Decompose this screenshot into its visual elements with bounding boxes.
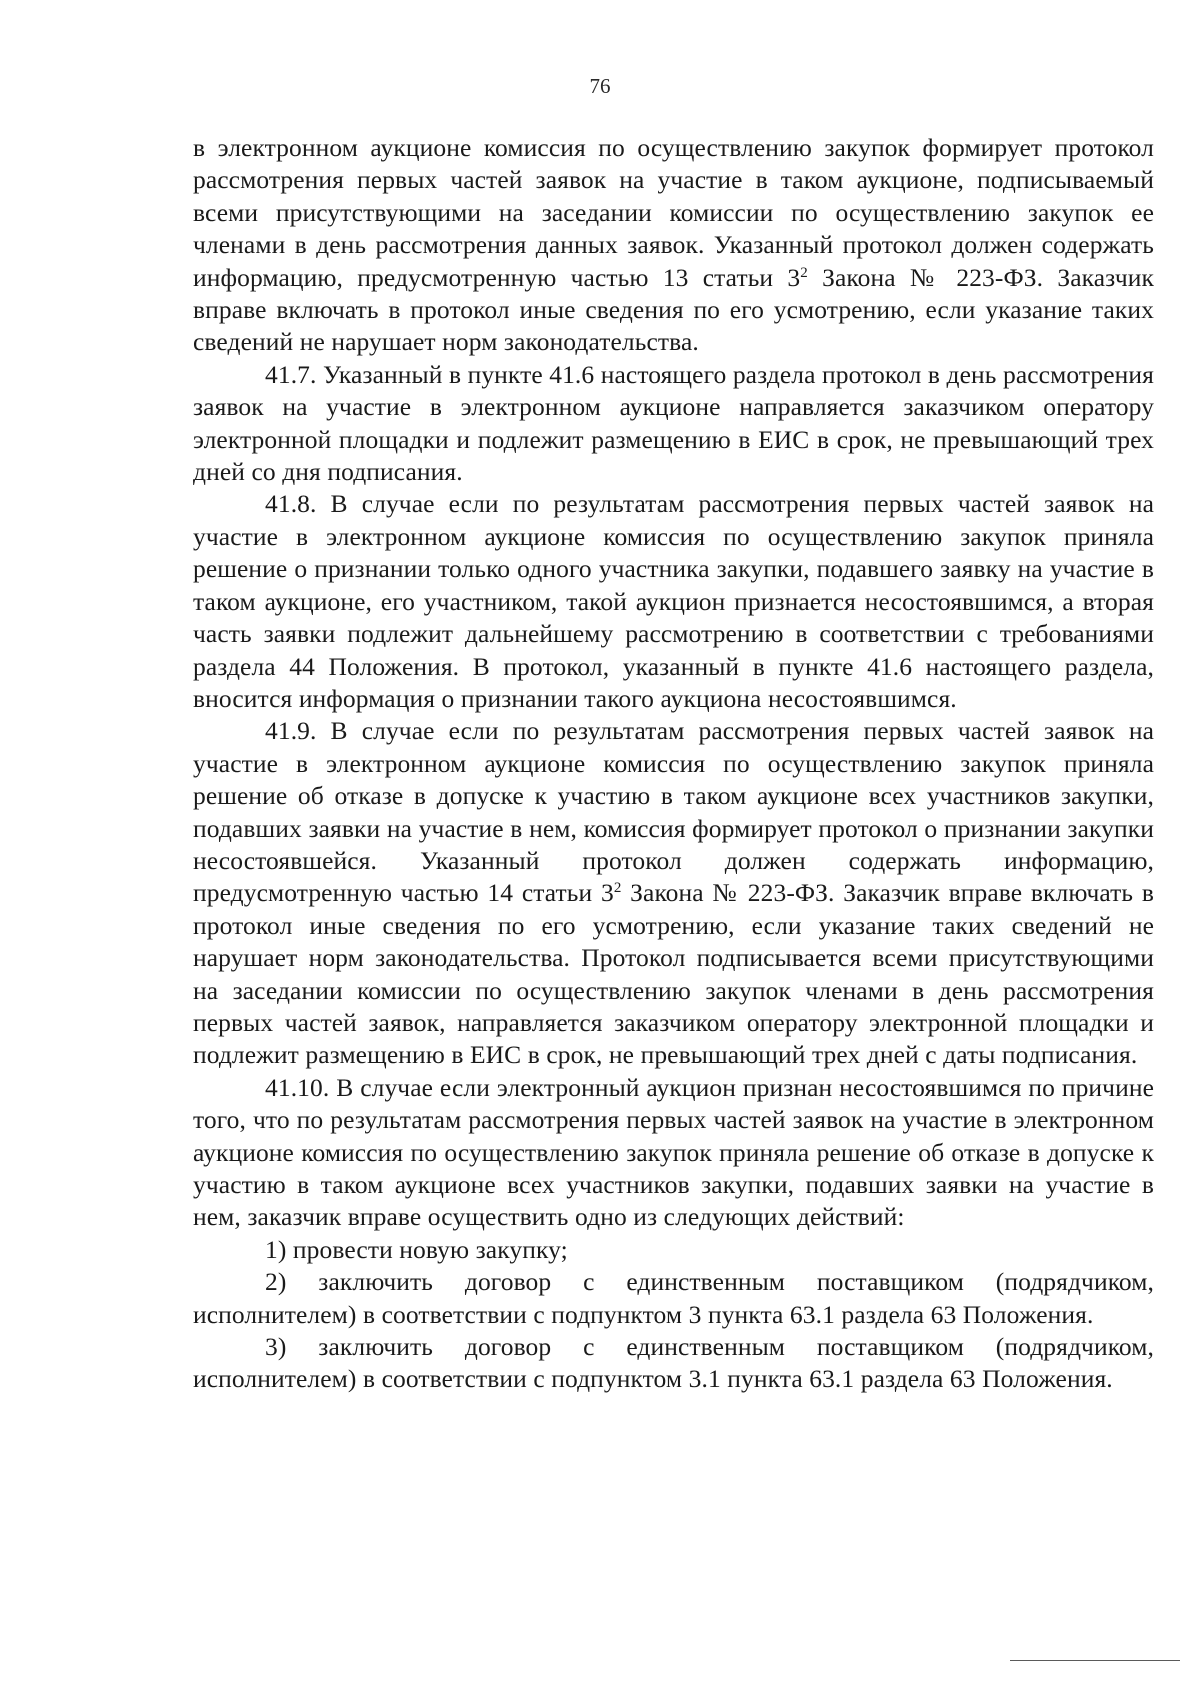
list-item-2: 2) заключить договор с единственным поставщиком (подрядчиком, исполнителем) в соответствии с подпунктом 3 пункта 63.1 раздела 63 Положения.: [193, 1267, 1154, 1329]
list-item-1: 1) провести новую закупку;: [265, 1234, 568, 1264]
document-body: [193, 132, 1154, 1396]
paragraph-41-9: 41.9. В случае если по результатам рассмотрения первых частей заявок на участие в электронном аукционе комиссия по осуществлению закупок приняла решение об отказе в допуске к участию в таком аукционе всех участников закупки, подавших заявки на участие в нем, комиссия формирует протокол о признании закупки несостоявшейся. Указанный протокол должен содержать информацию, предусмотренную частью 14 статьи $3^2$ Закона № 223-ФЗ. Заказчик вправе включать в протокол иные сведения по его усмотрению, если указание таких сведений не нарушает норм законодательства. Протокол подписывается всеми присутствующими на заседании комиссии по осуществлению закупок членами в день рассмотрения первых частей заявок, направляется заказчиком оператору электронной площадки и подлежит размещению в ЕИС в срок, не превышающий трех дней с даты подписания.: [193, 716, 1155, 1070]
scan-artifact-line: [1010, 1660, 1180, 1661]
paragraph-41-8: 41.8. В случае если по результатам рассмотрения первых частей заявок на участие в электронном аукционе комиссия по осуществлению закупок приняла решение о признании только одного участника закупки, подавшего заявку на участие в таком аукционе, его участником, такой аукцион признается несостоявшимся, а вторая часть заявки подлежит дальнейшему рассмотрению в соответствии с требованиями раздела 44 Положения. В протокол, указанный в пункте 41.6 настоящего раздела, вносится информация о признании такого аукциона несостоявшимся.: [193, 489, 1154, 713]
paragraph: в электронном аукционе комиссия по осуществлению закупок формирует протокол рассмотрения первых частей заявок на участие в таком аукционе, подписываемый всеми присутствующими на заседании комиссии по осуществлению закупок ее членами в день рассмотрения данных заявок. Указанный протокол должен содержать информацию, предусмотренную частью 13 статьи $3^2$ Закона № 223-ФЗ. Заказчик вправе включать в протокол иные сведения по его усмотрению, если указание таких сведений не нарушает норм законодательства.: [193, 133, 1154, 357]
paragraph-41-10: 41.10. В случае если электронный аукцион признан несостоявшимся по причине того, что по результатам рассмотрения первых частей заявок на участие в электронном аукционе комиссия по осуществлению закупок приняла решение об отказе в допуске к участию в таком аукционе всех участников закупки, подавших заявки на участие в нем, заказчик вправе осуществить одно из следующих действий:: [193, 1072, 1154, 1232]
list-item-3: 3) заключить договор с единственным поставщиком (подрядчиком, исполнителем) в соответствии с подпунктом 3.1 пункта 63.1 раздела 63 Положения.: [193, 1332, 1154, 1394]
paragraph-41-7: 41.7. Указанный в пункте 41.6 настоящего раздела протокол в день рассмотрения заявок на участие в электронном аукционе направляется заказчиком оператору электронной площадки и подлежит размещению в ЕИС в срок, не превышающий трех дней со дня подписания.: [193, 359, 1154, 487]
page-number: 76: [589, 74, 611, 98]
